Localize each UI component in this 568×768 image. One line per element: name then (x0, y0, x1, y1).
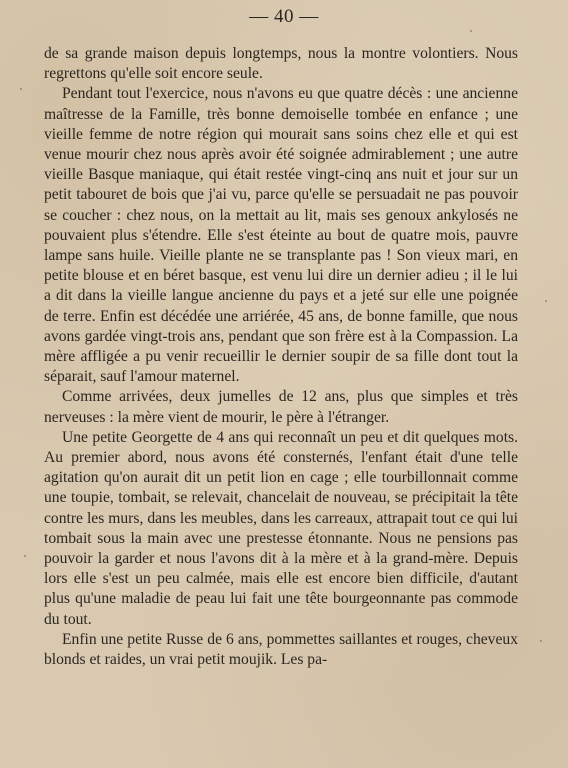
paper-speck (540, 640, 542, 642)
paper-speck (20, 88, 22, 90)
paper-speck (470, 30, 472, 32)
paragraph-twins: Comme arrivées, deux jumelles de 12 ans, plus que simples et très nerveuses : la mère vient de mourir, le père à l'étranger. (44, 388, 518, 426)
page-number: — 40 — (249, 6, 319, 27)
paper-speck (24, 555, 26, 557)
paper-speck (545, 300, 547, 302)
paragraph-continuation: de sa grande maison depuis longtemps, nous la montre volontiers. Nous regrettons qu'elle soit encore seule. (44, 45, 518, 83)
paragraph-georgette: Une petite Georgette de 4 ans qui reconnaît un peu et dit quelques mots. Au premier abord, nous avons été consternés, l'enfant était d'une telle agitation qu'on aurait dit un petit lion en cage ; elle tourbillonnait comme une toupie, tombait, se relevait, chancelait de nouveau, se précipitait la tête contre les murs, dans les meubles, dans les carreaux, attrapait tout ce qui lui tombait sous la main avec une prestesse étonnante. Nous ne pensions pas pouvoir la garder et nous l'avons dit à la mère et à la grand-mère. Depuis lors elle s'est un peu calmée, mais elle est encore bien difficile, d'autant plus qu'une maladie de peau lui fait une tête bourgeonnante pas commode du tout. (44, 428, 518, 628)
paragraph-russian-girl: Enfin une petite Russe de 6 ans, pommettes saillantes et rouges, cheveux blonds et raides, un vrai petit moujik. Les pa- (44, 630, 518, 669)
paragraph-deaths: Pendant tout l'exercice, nous n'avons eu que quatre décès : une ancienne maîtresse de la Famille, très bonne demoiselle tombée en enfance ; une vieille femme de notre région qui mourait sans soins chez elle et qui est venue mourir chez nous après avoir été soignée admirablement ; une autre vieille Basque maniaque, qui était restée vingt-cinq ans nuit et jour sur un petit tabouret de bois que j'ai vu, parce qu'elle se persuadait ne pas pouvoir se coucher : chez nous, on la mettait au lit, mais ses genoux ankylosés ne pouvaient plus s'étendre. Elle s'est éteinte au bout de quatre mois, pauvre lampe sans huile. Vieille plante ne se transplante pas ! Son vieux mari, en petite blouse et en béret basque, est venu lui dire un dernier adieu ; il le lui a dit dans la vieille langue ancienne du pays et a jeté sur elle une poignée de terre. Enfin est décédée une arriérée, 45 ans, de bonne famille, que nous avons gardée vingt-trois ans, pendant que son frère est à la Compassion. La mère affligée a pu venir recueillir le dernier soupir de sa fille dont tout la séparait, sauf l'amour maternel. (44, 85, 518, 386)
body-text (44, 44, 518, 670)
